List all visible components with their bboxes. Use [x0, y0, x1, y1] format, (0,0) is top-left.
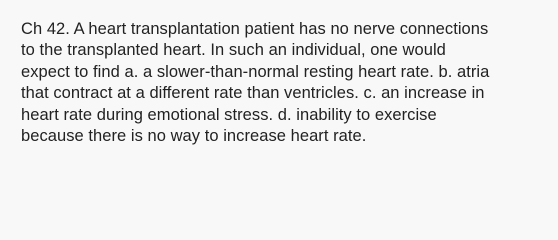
- question-text: [21, 19, 551, 147]
- question-line: Ch 42. A heart transplantation patient has no nerve connections: [21, 20, 489, 38]
- question-line: because there is no way to increase heart rate.: [21, 127, 367, 146]
- question-line: that contract at a different rate than ventricles. c. an increase in: [21, 84, 485, 103]
- question-line: expect to find a. a slower-than-normal resting heart rate. b. atria: [21, 62, 490, 81]
- question-line: to the transplanted heart. In such an individual, one would: [21, 41, 446, 60]
- question-line: heart rate during emotional stress. d. inability to exercise: [21, 105, 437, 124]
